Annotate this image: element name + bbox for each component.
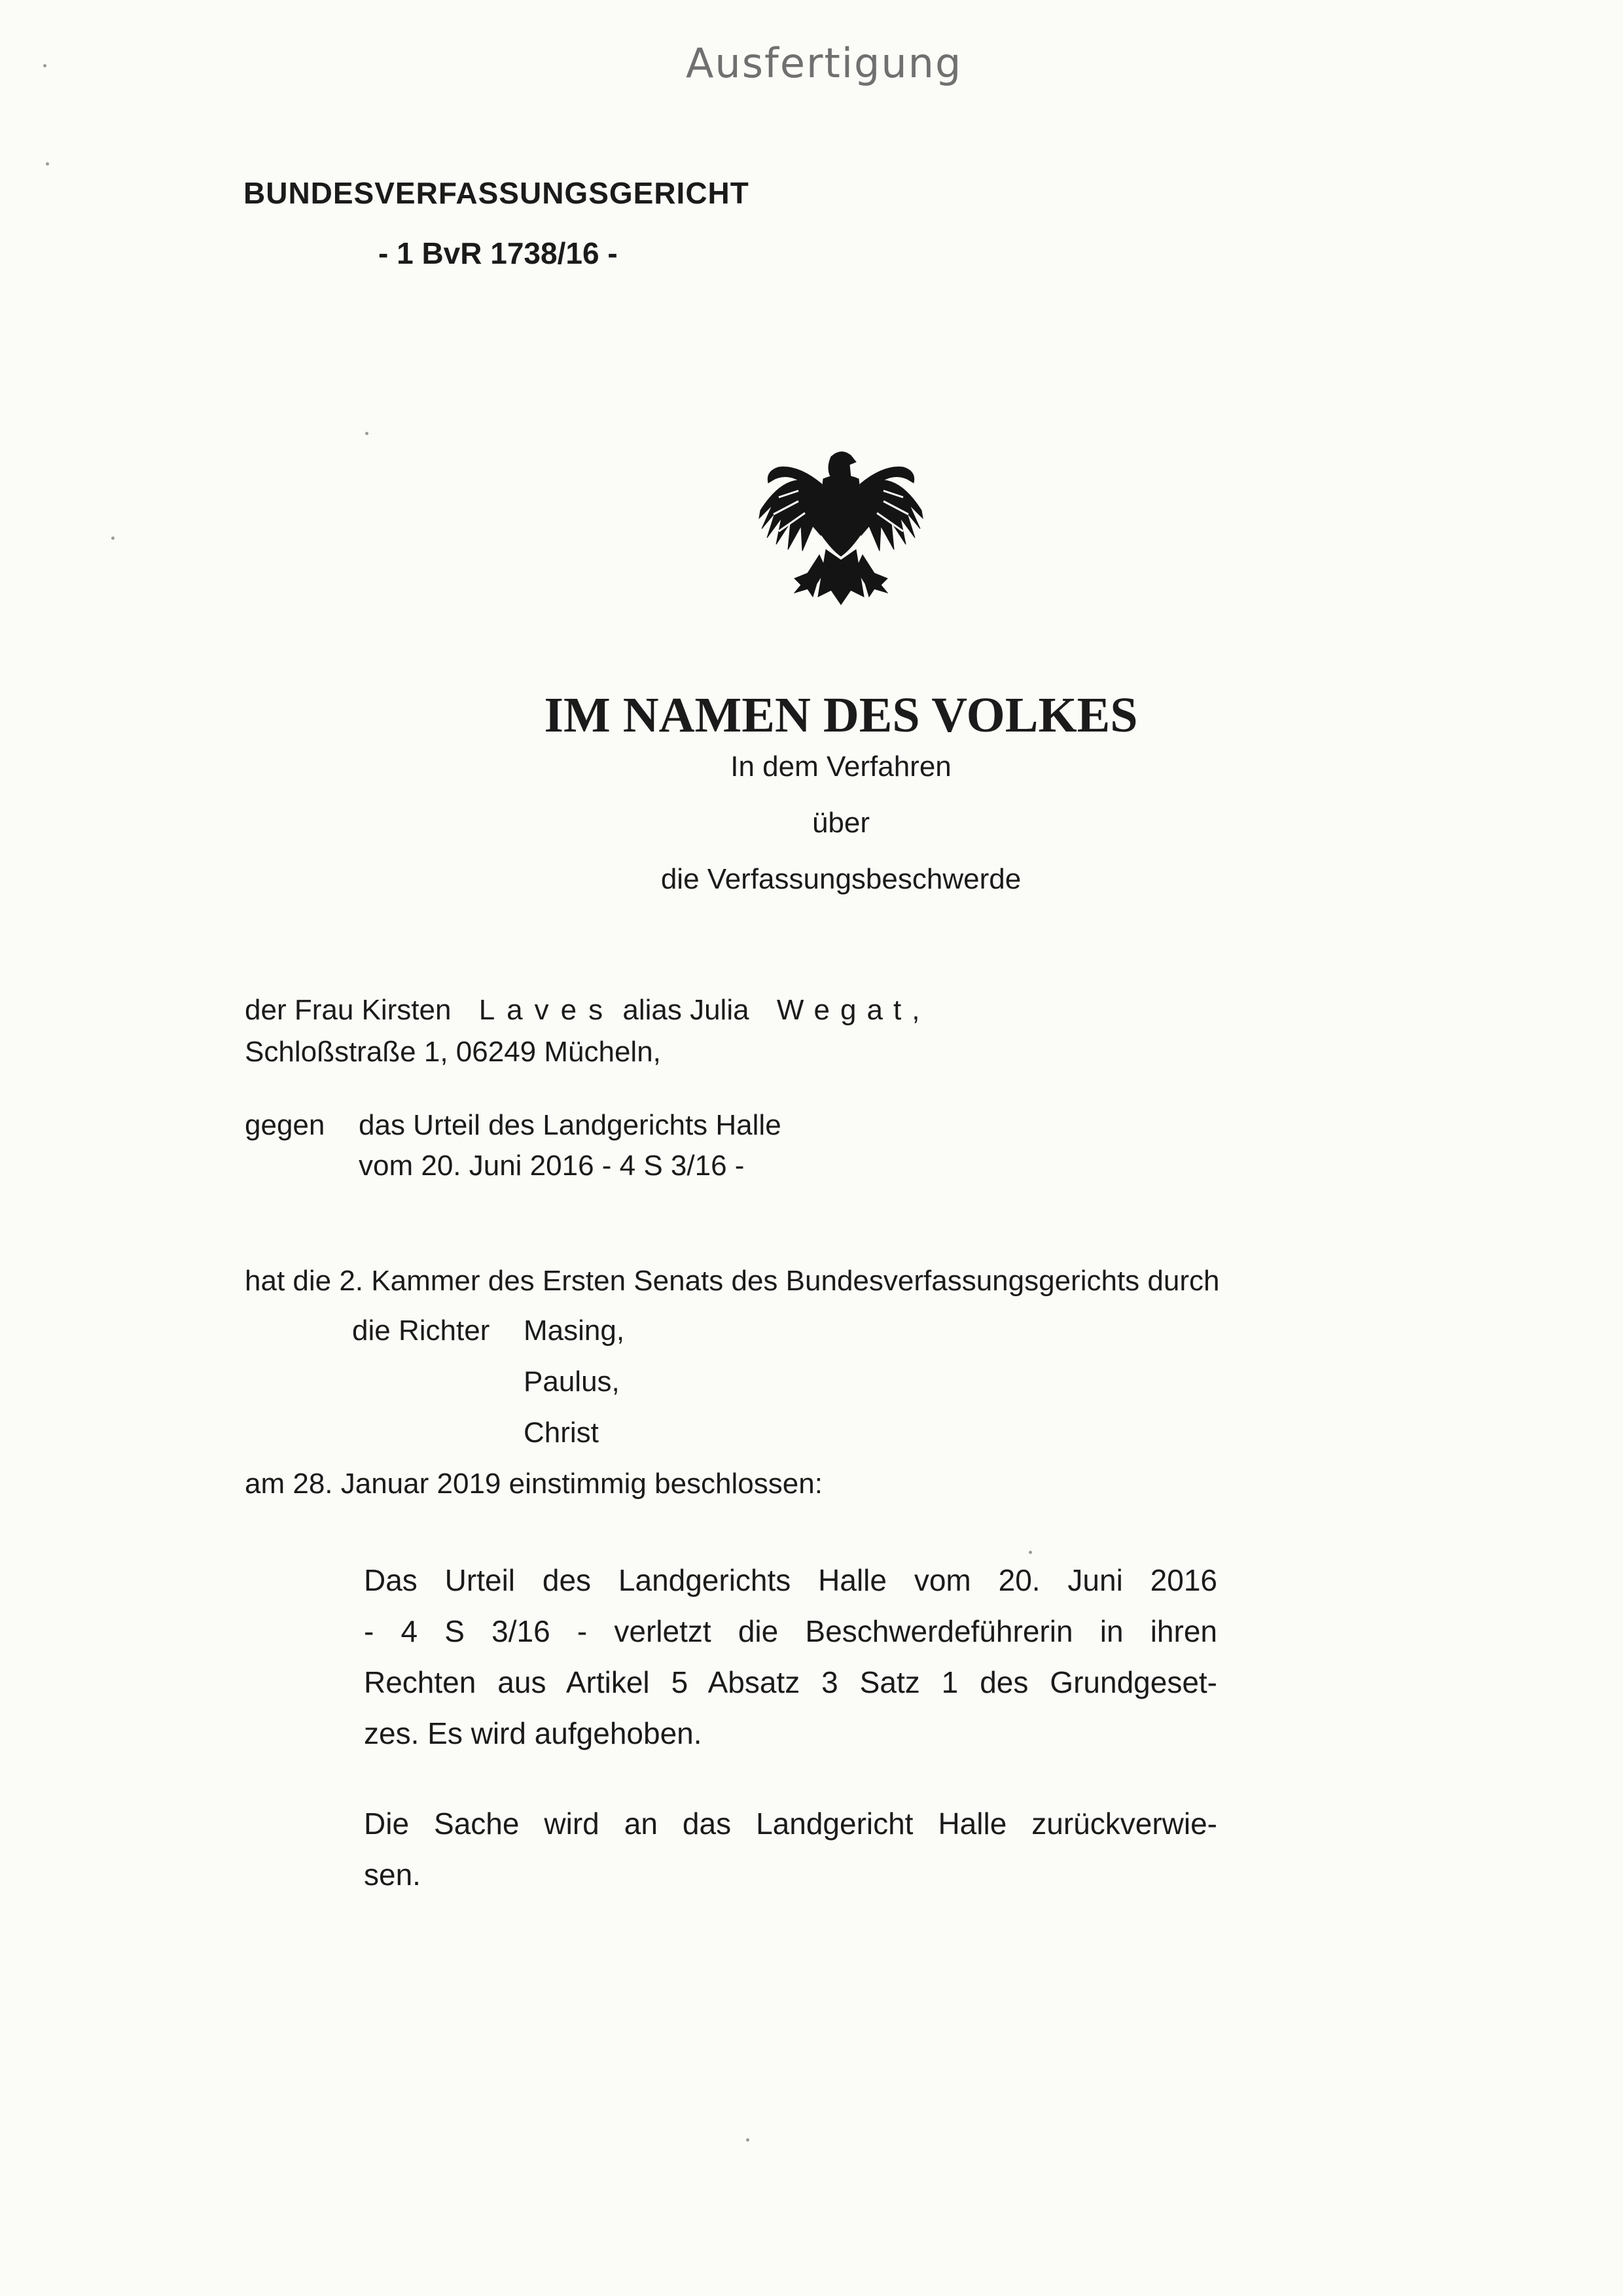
- ruling-line: Das Urteil des Landgerichts Halle vom 20. Juni 2016: [364, 1563, 1217, 1597]
- ruling-line: Die Sache wird an das Landgericht Halle zurückverwie-: [364, 1807, 1217, 1841]
- scan-speck: [43, 64, 46, 67]
- party-address: Schloßstraße 1, 06249 Mücheln,: [245, 1036, 661, 1068]
- scan-speck: [746, 2138, 749, 2142]
- scan-speck: [365, 432, 368, 435]
- judges-label: die Richter: [352, 1315, 490, 1347]
- against-line-1: das Urteil des Landgerichts Halle: [359, 1109, 781, 1141]
- intro-line-1: In dem Verfahren: [730, 751, 952, 783]
- ruling-paragraph-2: [364, 1798, 1217, 1900]
- panel-line: hat die 2. Kammer des Ersten Senats des Bundesverfassungsgerichts durch: [245, 1265, 1220, 1297]
- party-alias-suffix: ,: [912, 994, 920, 1026]
- court-name: BUNDESVERFASSUNGSGERICHT: [243, 176, 749, 210]
- party-alias-surname: Wegat: [776, 994, 912, 1026]
- judge-1: Masing,: [524, 1315, 625, 1347]
- federal-eagle-icon: [753, 445, 929, 615]
- decision-date-line: am 28. Januar 2019 einstimmig beschlossen:: [245, 1468, 823, 1500]
- ausfertigung-stamp: Ausfertigung: [686, 39, 963, 87]
- case-number: - 1 BvR 1738/16 -: [378, 236, 618, 270]
- scan-speck: [1029, 1551, 1032, 1554]
- judge-2: Paulus,: [524, 1366, 620, 1398]
- ruling-line: zes. Es wird aufgehoben.: [364, 1716, 702, 1750]
- scan-speck: [111, 537, 115, 540]
- headline: IM NAMEN DES VOLKES: [544, 688, 1138, 743]
- against-label: gegen: [245, 1109, 325, 1141]
- party-prefix: der Frau Kirsten: [245, 994, 452, 1026]
- ruling-line: Rechten aus Artikel 5 Absatz 3 Satz 1 des Grundgeset-: [364, 1665, 1217, 1699]
- ruling-line: sen.: [364, 1858, 421, 1892]
- party-name-line: [245, 993, 919, 1028]
- intro-line-2: über: [812, 807, 870, 839]
- judge-3: Christ: [524, 1417, 599, 1449]
- intro-line-3: die Verfassungsbeschwerde: [660, 863, 1022, 895]
- party-alias-label: alias Julia: [622, 994, 749, 1026]
- party-surname: Laves: [478, 994, 615, 1026]
- scan-speck: [46, 162, 49, 166]
- ruling-line: - 4 S 3/16 - verletzt die Beschwerdeführerin in ihren: [364, 1614, 1217, 1648]
- ruling-paragraph-1: [364, 1555, 1217, 1759]
- against-line-2: vom 20. Juni 2016 - 4 S 3/16 -: [359, 1150, 745, 1182]
